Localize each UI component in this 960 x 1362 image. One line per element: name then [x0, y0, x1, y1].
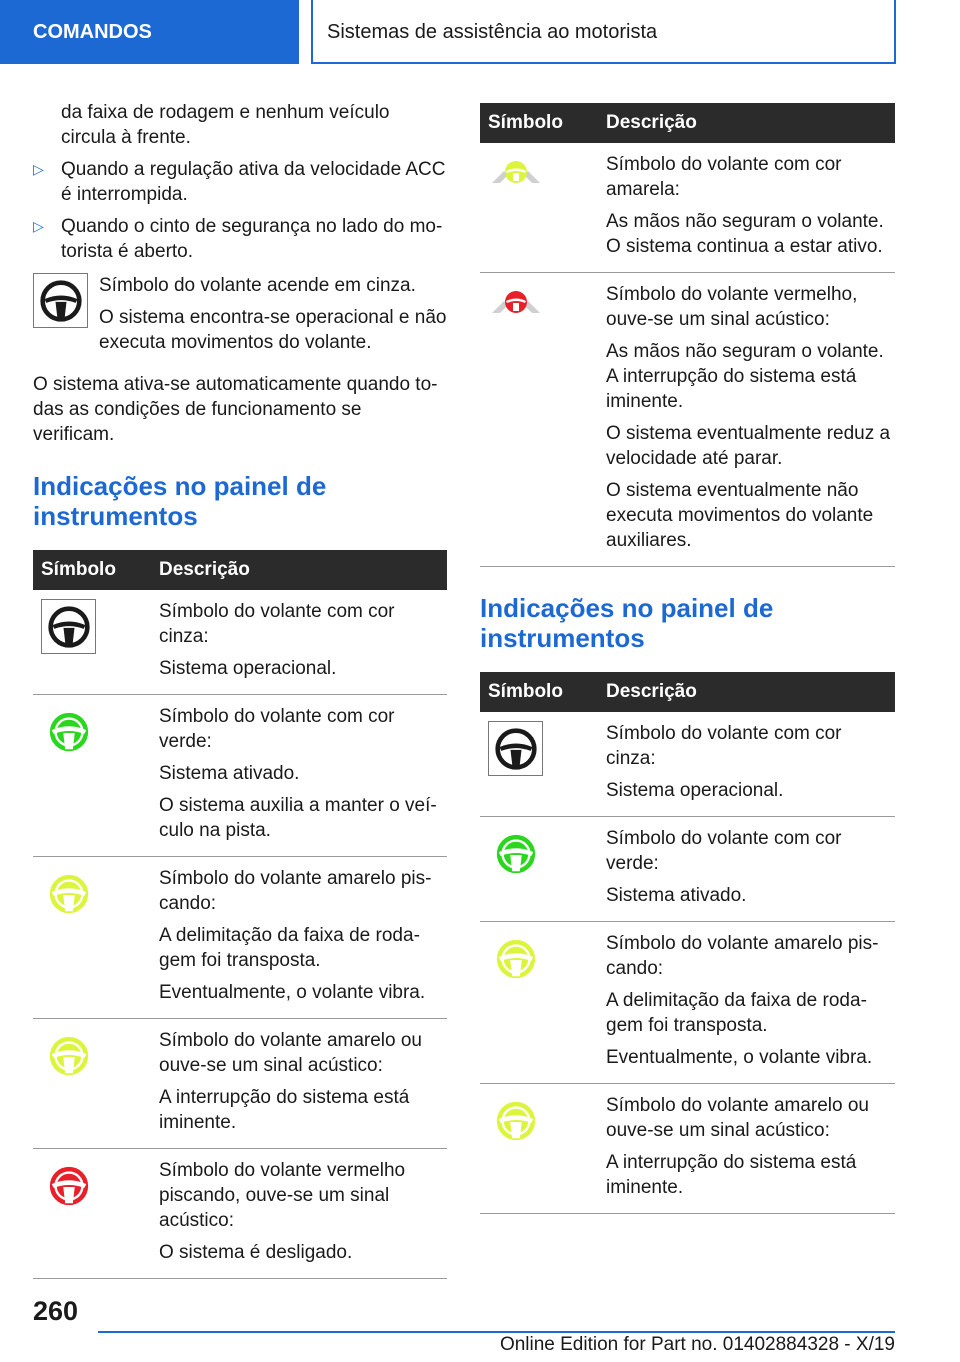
hands-on-wheel-yellow-icon [488, 152, 543, 192]
section-heading: Indicações no painel de instrumentos [33, 471, 327, 531]
symbol-cell [33, 695, 156, 857]
table-row [480, 817, 895, 922]
bullet-text: Quando o cinto de segurança no lado do motorista é aberto. [61, 216, 443, 262]
steering-wheel-yellow-icon [488, 1093, 543, 1148]
symbol-cell [480, 273, 603, 567]
page-number: 260 [33, 1296, 79, 1326]
description-line: Sistema ativado. [159, 763, 300, 784]
page-header-title: Sistemas de assistência ao motorista [311, 0, 896, 64]
description-line: Sistema operacional. [159, 658, 337, 679]
table-row [33, 857, 447, 1019]
description-line: Símbolo do volante com cor amarela: [606, 154, 842, 200]
description-line: Eventualmente, o volante vibra. [159, 982, 426, 1003]
description-line: O sistema é desligado. [159, 1242, 353, 1263]
symbol-cell [33, 1019, 156, 1149]
symbol-cell [33, 590, 156, 695]
description-line: As mãos não seguram o volante. O sistema continua a estar ativo. [606, 211, 884, 257]
bullet-triangle-icon: ▷ [33, 161, 44, 177]
col-header-symbol: Símbolo [33, 550, 156, 590]
description-cell [156, 590, 447, 695]
col-header-symbol: Símbolo [480, 103, 603, 143]
description-line: A interrupção do sistema está iminente. [606, 1152, 857, 1198]
symbol-table [33, 550, 447, 1279]
symbol-table [480, 103, 895, 567]
description-line: Símbolo do volante com cor cinza: [159, 601, 395, 647]
section-heading: Indicações no painel de instrumentos [480, 593, 774, 653]
table-row [33, 695, 447, 857]
description-line: A delimitação da faixa de rodagem foi transposta. [159, 925, 420, 971]
description-line: O sistema eventualmente não executa movimentos do volante auxiliares. [606, 480, 874, 551]
steering-wheel-red-icon [41, 1158, 96, 1213]
steering-wheel-gray-icon [33, 273, 88, 328]
steering-wheel-gray-icon [41, 599, 96, 654]
table-row [480, 712, 895, 817]
symbol-cell [33, 1149, 156, 1279]
table-row [33, 590, 447, 695]
left-column [33, 96, 447, 1279]
symbol-cell [480, 1084, 603, 1214]
table-row [480, 922, 895, 1084]
right-column [480, 103, 895, 1214]
description-cell [603, 1084, 895, 1214]
hands-on-wheel-red-icon [488, 282, 543, 322]
description-cell [603, 712, 895, 817]
description-cell [156, 695, 447, 857]
description-line: Eventualmente, o volante vibra. [606, 1047, 873, 1068]
symbol-cell [480, 817, 603, 922]
steering-wheel-yellow-icon [41, 1028, 96, 1083]
description-line: Símbolo do volante vermelho piscando, ouve-se um sinal acústico: [159, 1160, 406, 1231]
steering-wheel-yellow-icon [41, 866, 96, 921]
col-header-description: Descrição [603, 103, 895, 143]
description-line: Símbolo do volante amarelo ou ouve-se um sinal acústico: [159, 1030, 422, 1076]
table-row [480, 143, 895, 273]
description-line: Símbolo do volante amarelo piscando: [159, 868, 432, 914]
description-line: Símbolo do volante com cor cinza: [606, 723, 842, 769]
bullet-text: Quando a regulação ativa da velocidade ACC é interrompida. [61, 159, 446, 205]
description-cell [603, 922, 895, 1084]
continued-bullet-text: da faixa de rodagem e nenhum veículo circula à frente. [61, 102, 390, 148]
symbol-table [480, 672, 895, 1214]
description-line: Símbolo do volante com cor verde: [606, 828, 842, 874]
steering-wheel-yellow-icon [488, 931, 543, 986]
description-cell [156, 857, 447, 1019]
table-row [480, 273, 895, 567]
footer-rule [98, 1331, 895, 1333]
note-line: Símbolo do volante acende em cinza. [99, 275, 416, 296]
description-line: A interrupção do sistema está iminente. [159, 1087, 410, 1133]
col-header-description: Descrição [156, 550, 447, 590]
bullet-item [33, 157, 447, 207]
footer-edition: Online Edition for Part no. 01402884328 - X/19 [499, 1334, 895, 1355]
description-cell [603, 817, 895, 922]
symbol-cell [33, 857, 156, 1019]
description-line: Símbolo do volante amarelo ou ouve-se um sinal acústico: [606, 1095, 869, 1141]
table-row [33, 1019, 447, 1149]
description-cell [156, 1149, 447, 1279]
steering-wheel-gray-icon [488, 721, 543, 776]
note-line: O sistema encontra-se operacional e não executa movimentos do volante. [99, 307, 447, 353]
description-cell [603, 143, 895, 273]
steering-wheel-green-icon [41, 704, 96, 759]
description-line: O sistema eventualmente reduz a velocidade até parar. [606, 423, 891, 469]
description-line: Sistema operacional. [606, 780, 784, 801]
section-tab: COMANDOS [0, 0, 299, 64]
description-line: Símbolo do volante com cor verde: [159, 706, 395, 752]
symbol-cell [480, 143, 603, 273]
bullet-item [33, 214, 447, 264]
table-row [480, 1084, 895, 1214]
body-paragraph: O sistema ativa-se automaticamente quando todas as condições de funcionamento se verificam. [33, 374, 438, 445]
description-line: O sistema auxilia a manter o veículo na pista. [159, 795, 437, 841]
description-line: As mãos não seguram o volante. A interrupção do sistema está iminente. [606, 341, 884, 412]
inline-symbol-note [33, 273, 447, 362]
steering-wheel-green-icon [488, 826, 543, 881]
bullet-triangle-icon: ▷ [33, 218, 44, 234]
description-cell [603, 273, 895, 567]
symbol-cell [480, 922, 603, 1084]
col-header-symbol: Símbolo [480, 672, 603, 712]
description-line: Sistema ativado. [606, 885, 747, 906]
symbol-cell [480, 712, 603, 817]
col-header-description: Descrição [603, 672, 895, 712]
description-line: Símbolo do volante vermelho, ouve-se um sinal acústico: [606, 284, 858, 330]
description-line: A delimitação da faixa de rodagem foi transposta. [606, 990, 867, 1036]
description-line: Símbolo do volante amarelo piscando: [606, 933, 879, 979]
table-row [33, 1149, 447, 1279]
description-cell [156, 1019, 447, 1149]
